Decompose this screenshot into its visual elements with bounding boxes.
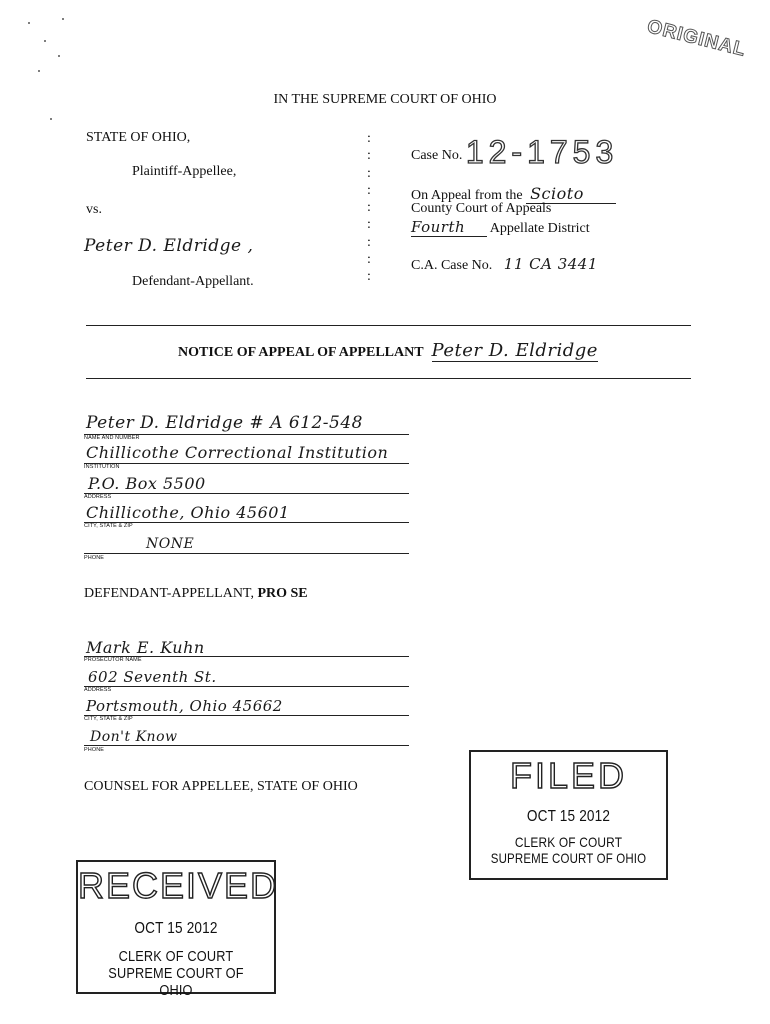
court-heading: IN THE SUPREME COURT OF OHIO [273,92,497,107]
scan-speck [50,118,52,120]
ca-case-label: C.A. Case No. [411,258,493,273]
filed-stamp [469,750,668,880]
scan-speck [38,70,40,72]
defendant-name-number-value: Peter D. Eldridge # A 612-548 [86,413,363,433]
city-state-zip-value: Chillicothe, Ohio 45601 [86,503,290,522]
pro-se-label: PRO SE [257,586,308,601]
defendant-appellant-heading [84,586,308,602]
district-row [411,218,590,237]
prosecutor-city-value: Portsmouth, Ohio 45662 [86,697,283,715]
appeal-from-label: On Appeal from the [411,188,523,203]
field-line [84,553,409,554]
phone-value: NONE [146,536,195,552]
field-line [84,686,409,687]
field-line [84,463,409,464]
address-label: ADDRESS [84,494,112,500]
prosecutor-address-label: ADDRESS [84,687,112,693]
plaintiff-name: STATE OF OHIO, [86,130,191,145]
versus-label: vs. [86,202,102,217]
scan-speck [58,55,60,57]
case-number-row [411,134,618,171]
ca-case-row [411,255,598,274]
prosecutor-phone-value: Don't Know [90,729,178,745]
prosecutor-name-label: PROSECUTOR NAME [84,657,142,663]
rule-bottom [86,378,691,379]
received-stamp-court: SUPREME COURT OF OHIO [108,965,244,999]
notice-appellant-handwritten: Peter D. Eldridge [431,340,598,361]
scan-speck [28,22,30,24]
name-number-label: NAME AND NUMBER [84,435,140,441]
prosecutor-address-value: 602 Seventh St. [88,668,217,686]
filed-stamp-court: SUPREME COURT OF OHIO [490,850,647,866]
prosecutor-name-value: Mark E. Kuhn [86,638,205,657]
prosecutor-city-label: CITY, STATE & ZIP [84,716,133,722]
received-stamp-title: RECEIVED [78,865,279,906]
defendant-role: Defendant-Appellant. [132,274,254,289]
district-handwritten: Fourth [411,218,487,237]
notice-title-row [178,340,598,362]
filed-stamp-title: FILED [509,755,628,796]
filed-stamp-clerk: CLERK OF COURT [514,834,623,850]
case-number: 12-1753 [465,134,619,170]
county-handwritten: Scioto [526,184,616,204]
institution-value: Chillicothe Correctional Institution [86,443,389,462]
defendant-appellant-heading-text: DEFENDANT-APPELLANT, [84,586,254,601]
counsel-heading: COUNSEL FOR APPELLEE, STATE OF OHIO [84,779,358,794]
field-line [84,745,409,746]
original-stamp: ORIGINAL [645,16,749,61]
prosecutor-phone-label: PHONE [84,747,105,753]
city-state-zip-label: CITY, STATE & ZIP [84,523,133,529]
phone-label: PHONE [84,555,105,561]
ca-case-number-handwritten: 11 CA 3441 [503,255,598,273]
scan-speck [62,18,64,20]
received-stamp-date: OCT 15 2012 [134,920,218,937]
rule-top [86,325,691,326]
received-stamp [76,860,279,999]
case-number-label: Case No. [411,148,463,163]
district-label: Appellate District [489,221,590,236]
notice-title: NOTICE OF APPEAL OF APPELLANT [178,345,424,360]
court-of-appeals: County Court of Appeals [411,201,552,216]
caption-divider-colons: : : : : : : : : : [367,131,371,285]
received-stamp-clerk: CLERK OF COURT [118,948,234,965]
address-value: P.O. Box 5500 [88,474,206,493]
institution-label: INSTITUTION [84,464,120,470]
plaintiff-role: Plaintiff-Appellee, [132,164,237,179]
field-line [84,493,409,494]
filed-stamp-date: OCT 15 2012 [526,808,611,825]
defendant-name-handwritten: Peter D. Eldridge , [84,236,254,256]
scan-speck [44,40,46,42]
